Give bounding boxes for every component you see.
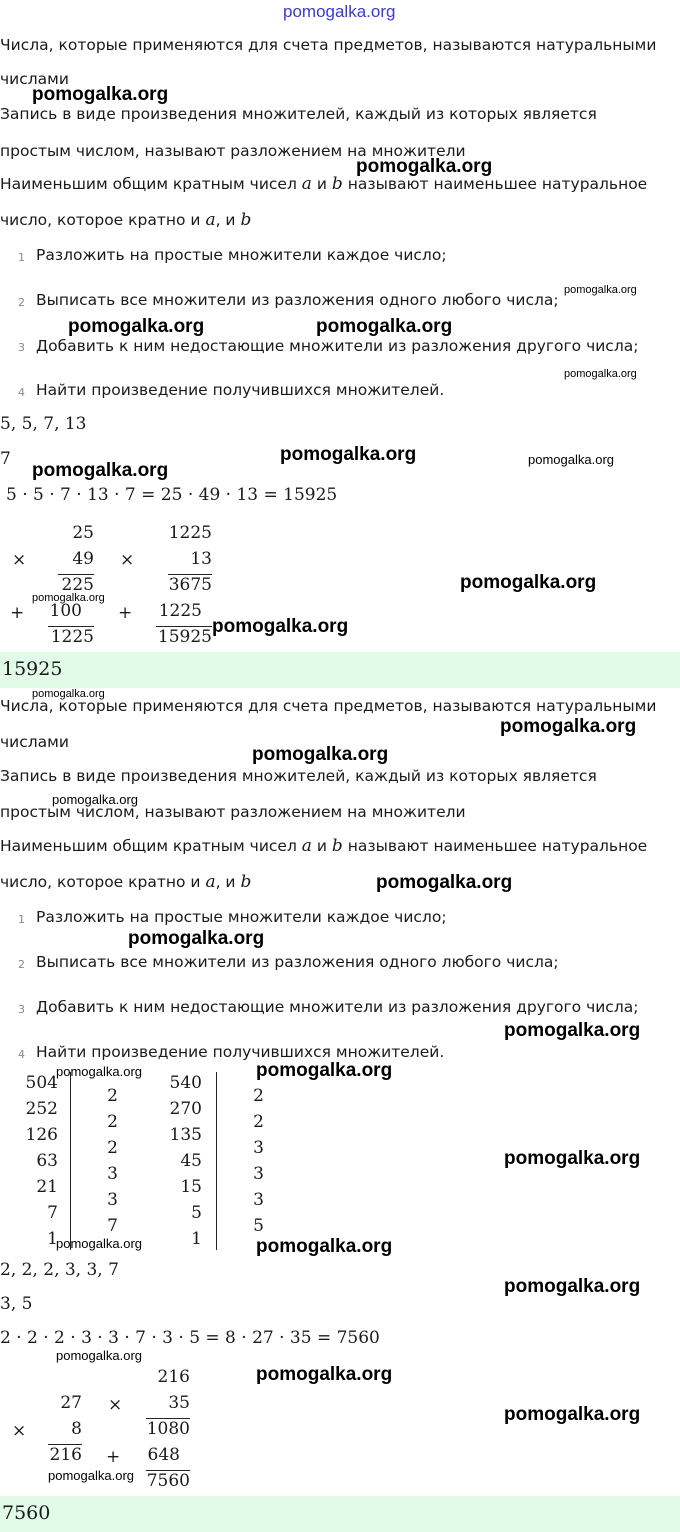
factorization-divisor: 3	[107, 1164, 118, 1184]
watermark: pomogalka.org	[56, 1064, 142, 1079]
factors-line: 2, 2, 2, 3, 3, 7	[0, 1260, 119, 1280]
watermark: pomogalka.org	[56, 1236, 142, 1251]
var-b: b	[240, 872, 252, 892]
theory-p3c-line	[0, 872, 251, 892]
times-sign: ×	[12, 1421, 27, 1441]
watermark: pomogalka.org	[504, 1148, 641, 1169]
factorization-value: 270	[169, 1099, 202, 1119]
theory-p3	[0, 174, 647, 194]
factorization-value: 45	[180, 1151, 202, 1171]
step-text: Добавить к ним недостающие множители из разложения другого числа;	[36, 998, 639, 1016]
step-text: Найти произведение получившихся множителей.	[36, 381, 445, 399]
step-text: Выписать все множители из разложения одного любого числа;	[36, 291, 559, 309]
plus-sign: +	[10, 603, 25, 623]
theory-p3c-line	[0, 210, 251, 230]
watermark: pomogalka.org	[280, 444, 417, 465]
watermark: pomogalka.org	[256, 1236, 393, 1257]
var-a: a	[301, 174, 312, 194]
mult-operand: 8	[71, 1419, 82, 1439]
watermark: pomogalka.org	[256, 1364, 393, 1385]
times-sign: ×	[108, 1395, 123, 1415]
mult-result: 216	[49, 1445, 82, 1465]
factorization-value: 1	[191, 1229, 202, 1249]
divider-line	[216, 1072, 217, 1250]
mult-result: 15925	[157, 627, 212, 647]
watermark: pomogalka.org	[500, 716, 637, 737]
factorization-divisor: 2	[253, 1112, 264, 1132]
factorization-value: 15	[180, 1177, 202, 1197]
answer-value: 7560	[2, 1502, 51, 1524]
answer-value: 15925	[2, 658, 63, 680]
watermark: pomogalka.org	[460, 572, 597, 593]
step-text: Найти произведение получившихся множителей.	[36, 1043, 445, 1061]
watermark: pomogalka.org	[256, 1060, 393, 1081]
mult-operand: 216	[157, 1367, 190, 1387]
step-text: Разложить на простые множители каждое число;	[36, 908, 447, 926]
factors-line: 5, 5, 7, 13	[0, 414, 87, 434]
factorization-left-values	[0, 1070, 58, 1252]
step-text: Разложить на простые множители каждое число;	[36, 246, 447, 264]
theory-p1a: Числа, которые применяются для счета предметов, называются натуральными	[0, 697, 657, 715]
theory-p3c: число, которое кратно и	[0, 211, 201, 229]
step-number: 2	[18, 296, 25, 309]
step-number: 3	[18, 341, 25, 354]
step-number: 1	[18, 251, 25, 264]
factorization-right-values	[150, 1070, 202, 1252]
theory-p3c: число, которое кратно и	[0, 873, 201, 891]
watermark: pomogalka.org	[504, 1020, 641, 1041]
var-a: a	[205, 872, 216, 892]
watermark: pomogalka.org	[376, 872, 513, 893]
theory-p2a: Запись в виде произведения множителей, каждый из которых является	[0, 767, 597, 785]
watermark: pomogalka.org	[52, 792, 138, 807]
var-a: a	[205, 210, 216, 230]
extra-factors: 7	[0, 449, 11, 469]
plus-sign: +	[106, 1447, 121, 1467]
watermark: pomogalka.org	[252, 744, 389, 765]
watermark: pomogalka.org	[528, 452, 614, 467]
var-b: b	[331, 174, 343, 194]
watermark: pomogalka.org	[504, 1404, 641, 1425]
factorization-divisor: 5	[253, 1216, 264, 1236]
factorization-value: 540	[169, 1073, 202, 1093]
watermark: pomogalka.org	[504, 1276, 641, 1297]
times-sign: ×	[120, 550, 135, 570]
factorization-divisor: 2	[107, 1138, 118, 1158]
step-number: 4	[18, 386, 25, 399]
times-sign: ×	[12, 550, 27, 570]
theory-p1a: Числа, которые применяются для счета предметов, называются натуральными	[0, 36, 657, 54]
watermark: pomogalka.org	[32, 84, 169, 105]
step-number: 2	[18, 958, 25, 971]
watermark: pomogalka.org	[564, 368, 637, 380]
comma-and: , и	[215, 211, 236, 229]
theory-p2a: Запись в виде произведения множителей, каждый из которых является	[0, 105, 597, 123]
watermark: pomogalka.org	[48, 1468, 134, 1483]
mult-result: 1225	[50, 627, 94, 647]
var-a: a	[301, 836, 312, 856]
mult-result: 7560	[146, 1471, 190, 1491]
watermark: pomogalka.org	[212, 616, 349, 637]
answer-box	[0, 652, 680, 688]
mult-operand: 27	[60, 1393, 82, 1413]
step-number: 3	[18, 1003, 25, 1016]
theory-p3b: называют наименьшее натуральное	[347, 837, 648, 855]
theory-p3a: Наименьшим общим кратным чисел	[0, 175, 297, 193]
theory-p1b: числами	[0, 733, 69, 751]
step-text: Выписать все множители из разложения одного любого числа;	[36, 953, 559, 971]
divider-line	[70, 1072, 71, 1250]
partial-product: 3675	[168, 575, 212, 595]
factorization-divisor: 3	[253, 1164, 264, 1184]
mult-operand: 25	[72, 523, 94, 543]
watermark: pomogalka.org	[356, 156, 493, 177]
theory-p1b: числами	[0, 70, 69, 88]
step-number: 4	[18, 1048, 25, 1061]
answer-box	[0, 1496, 680, 1532]
factorization-value: 63	[36, 1151, 58, 1171]
mult-operand: 49	[72, 549, 94, 569]
theory-p3a: Наименьшим общим кратным чисел	[0, 837, 297, 855]
watermark: pomogalka.org	[68, 316, 205, 337]
factorization-value: 135	[169, 1125, 202, 1145]
step-number: 1	[18, 913, 25, 926]
factorization-divisor: 7	[107, 1216, 118, 1236]
watermark: pomogalka.org	[128, 928, 265, 949]
factorization-left-divisors	[98, 1083, 118, 1239]
partial-product: 100	[49, 601, 82, 621]
factorization-divisor: 3	[253, 1138, 264, 1158]
factorization-value: 7	[47, 1203, 58, 1223]
factorization-value: 126	[25, 1125, 58, 1145]
factorization-value: 5	[191, 1203, 202, 1223]
product-line: 5 · 5 · 7 · 13 · 7 = 25 · 49 · 13 = 15925	[6, 485, 338, 505]
theory-p2b: простым числом, называют разложением на множители	[0, 142, 466, 160]
extra-factors: 3, 5	[0, 1294, 33, 1314]
factorization-divisor: 2	[107, 1112, 118, 1132]
mult-operand: 35	[168, 1393, 190, 1413]
factorization-value: 21	[36, 1177, 58, 1197]
var-b: b	[331, 836, 343, 856]
factorization-value: 252	[25, 1099, 58, 1119]
watermark: pomogalka.org	[56, 1348, 142, 1363]
factorization-divisor: 3	[253, 1190, 264, 1210]
partial-product: 1080	[146, 1419, 190, 1439]
var-b: b	[240, 210, 252, 230]
step-text: Добавить к ним недостающие множители из разложения другого числа;	[36, 337, 639, 355]
and-word: и	[316, 837, 327, 855]
mult-operand: 1225	[168, 523, 212, 543]
factorization-divisor: 2	[253, 1086, 264, 1106]
factorization-divisor: 3	[107, 1190, 118, 1210]
factorization-right-divisors	[244, 1083, 264, 1239]
plus-sign: +	[118, 603, 133, 623]
partial-product: 648	[147, 1445, 180, 1465]
theory-p3b: называют наименьшее натуральное	[347, 175, 648, 193]
and-word: и	[316, 175, 327, 193]
factorization-divisor: 2	[107, 1086, 118, 1106]
factorization-value: 504	[25, 1073, 58, 1093]
theory-p3	[0, 836, 647, 856]
site-header-link[interactable]: pomogalka.org	[283, 2, 396, 21]
watermark: pomogalka.org	[32, 688, 105, 700]
theory-p2b: простым числом, называют разложением на множители	[0, 803, 466, 821]
watermark: pomogalka.org	[32, 592, 105, 604]
partial-product: 225	[61, 575, 94, 595]
watermark: pomogalka.org	[32, 460, 169, 481]
watermark: pomogalka.org	[316, 316, 453, 337]
mult-operand: 13	[190, 549, 212, 569]
watermark: pomogalka.org	[564, 284, 637, 296]
comma-and: , и	[215, 873, 236, 891]
product-line: 2 · 2 · 2 · 3 · 3 · 7 · 3 · 5 = 8 · 27 · 35 = 7560	[0, 1328, 380, 1348]
partial-product: 1225	[158, 601, 202, 621]
factorization-value: 1	[47, 1229, 58, 1249]
